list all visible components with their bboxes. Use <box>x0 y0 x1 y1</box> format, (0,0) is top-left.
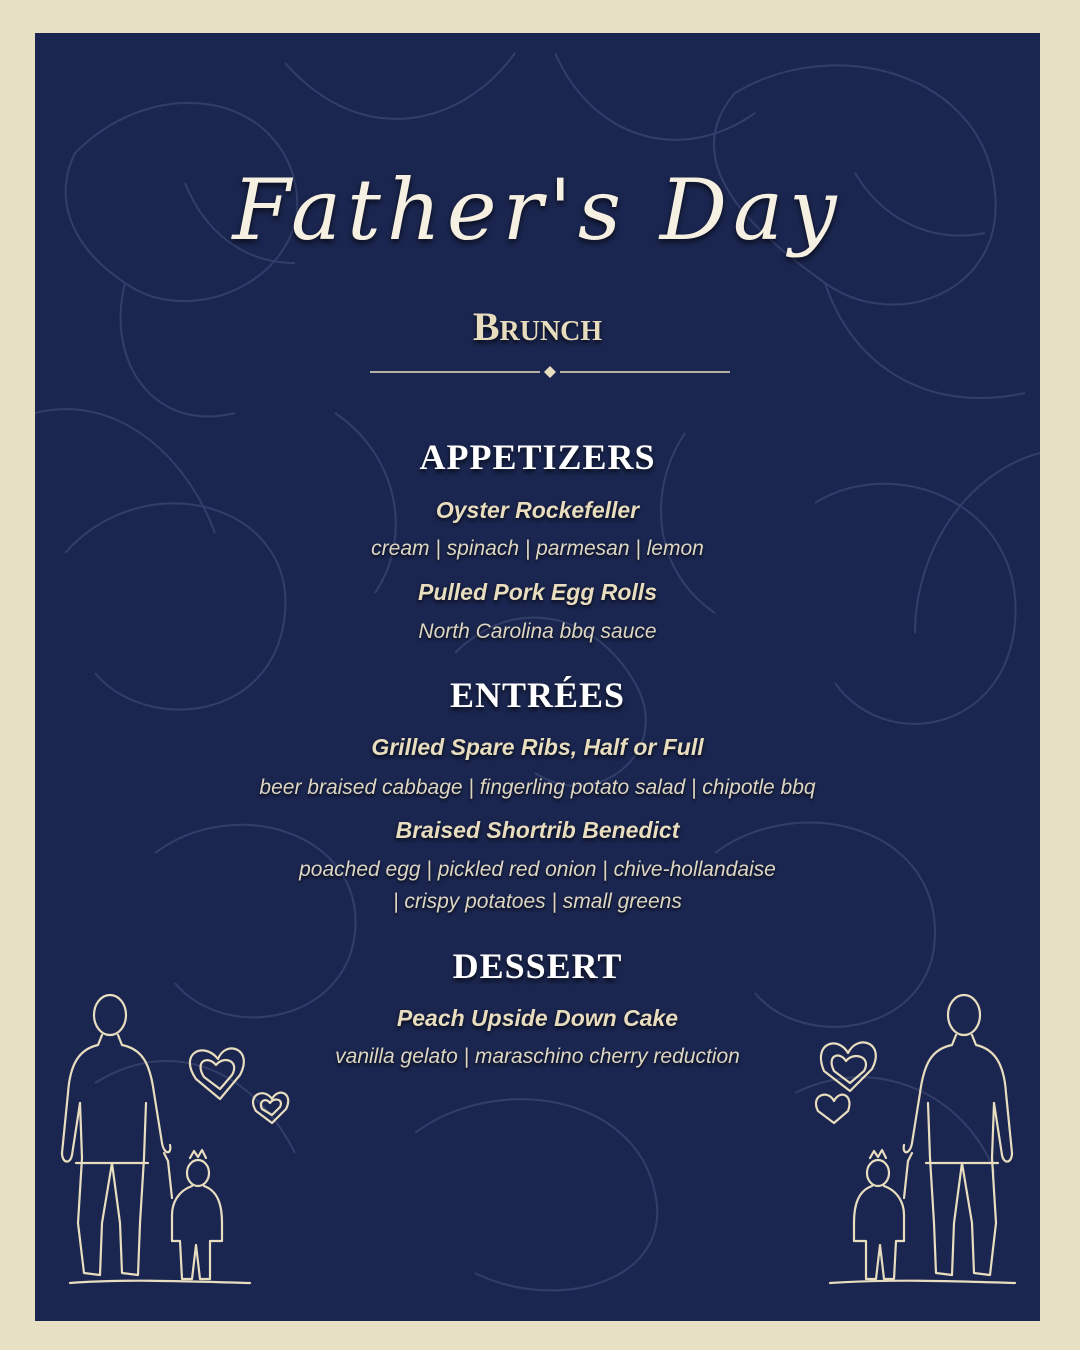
dish-name: Oyster Rockefeller <box>435 497 640 523</box>
section-heading-entrees: ENTRÉES <box>449 675 626 715</box>
father-child-left-illustration <box>50 983 300 1293</box>
ornamental-divider <box>370 365 730 379</box>
dish-name: Braised Shortrib Benedict <box>395 817 680 843</box>
father-child-right-illustration <box>780 983 1030 1293</box>
dish-description: North Carolina bbq sauce <box>418 620 657 643</box>
menu-title: Father's Day <box>232 161 843 259</box>
menu-subtitle: Brunch <box>472 304 603 349</box>
dish-name: Peach Upside Down Cake <box>396 1005 679 1031</box>
dish-description: poached egg | pickled red onion | chive-hollandaise <box>299 858 776 881</box>
section-heading-appetizers: APPETIZERS <box>419 437 656 477</box>
dish-description: vanilla gelato | maraschino cherry reduction <box>335 1045 740 1068</box>
dish-name: Grilled Spare Ribs, Half or Full <box>371 734 704 760</box>
dish-description: beer braised cabbage | fingerling potato salad | chipotle bbq <box>259 776 816 799</box>
dish-description: cream | spinach | parmesan | lemon <box>371 537 704 560</box>
section-heading-dessert: DESSERT <box>452 946 623 986</box>
menu-card <box>35 33 1040 1321</box>
dish-name: Pulled Pork Egg Rolls <box>418 579 657 605</box>
dish-description: | crispy potatoes | small greens <box>393 890 682 913</box>
